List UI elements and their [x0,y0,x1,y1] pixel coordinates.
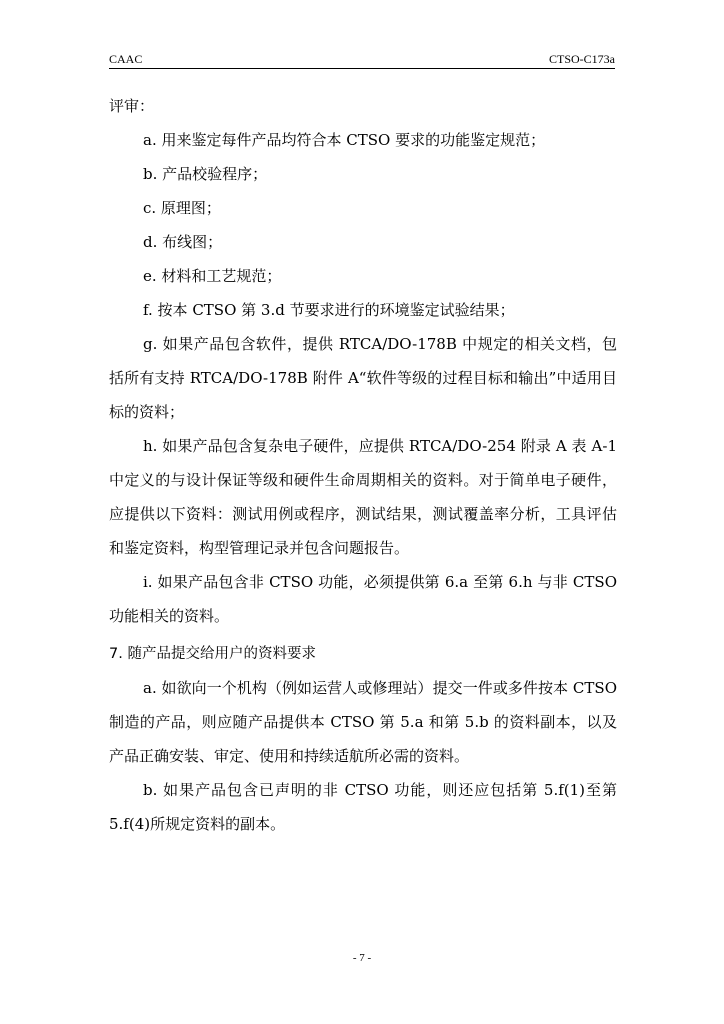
list-item-e: e. 材料和工艺规范； [143,267,282,285]
list-item-g: g. 如果产品包含软件，提供 RTCA/DO-178B 中规定的相关文档，包括所有支持 RTCA/DO-178B 附件 A“软件等级的过程目标和输出”中适用目标的资料； [109,335,617,421]
section-heading-7: 7. 随产品提交给用户的资料要求 [109,646,316,662]
document-body [109,89,617,841]
page-header [109,52,615,69]
list-item-c: c. 原理图； [143,199,221,217]
header-left: CAAC [109,52,143,66]
paragraph-review-continuation: 评审： [109,97,155,115]
list-item-d: d. 布线图； [143,233,223,251]
list-item-i: i. 如果产品包含非 CTSO 功能，必须提供第 6.a 至第 6.h 与非 CTSO 功能相关的资料。 [109,573,617,625]
section7-item-b: b. 如果产品包含已声明的非 CTSO 功能，则还应包括第 5.f(1)至第 5.f(4)所规定资料的副本。 [109,781,617,833]
section7-item-a: a. 如欲向一个机构（例如运营人或修理站）提交一件或多件按本 CTSO 制造的产品，则应随产品提供本 CTSO 第 5.a 和第 5.b 的资料副本，以及产品正确安装、审定、使用和持续适航所必需的资料。 [109,679,617,765]
list-item-f: f. 按本 CTSO 第 3.d 节要求进行的环境鉴定试验结果； [143,301,515,319]
header-right: CTSO-C173a [549,52,615,66]
list-item-a: a. 用来鉴定每件产品均符合本 CTSO 要求的功能鉴定规范； [143,131,546,149]
page-number: - 7 - [352,952,372,964]
list-item-h: h. 如果产品包含复杂电子硬件，应提供 RTCA/DO-254 附录 A 表 A-1 中定义的与设计保证等级和硬件生命周期相关的资料。对于简单电子硬件，应提供以下资料：测试用例或程序，测试结果，测试覆盖率分析，工具评估和鉴定资料，构型管理记录并包含问题报告。 [109,437,617,557]
list-item-b: b. 产品校验程序； [143,165,268,183]
